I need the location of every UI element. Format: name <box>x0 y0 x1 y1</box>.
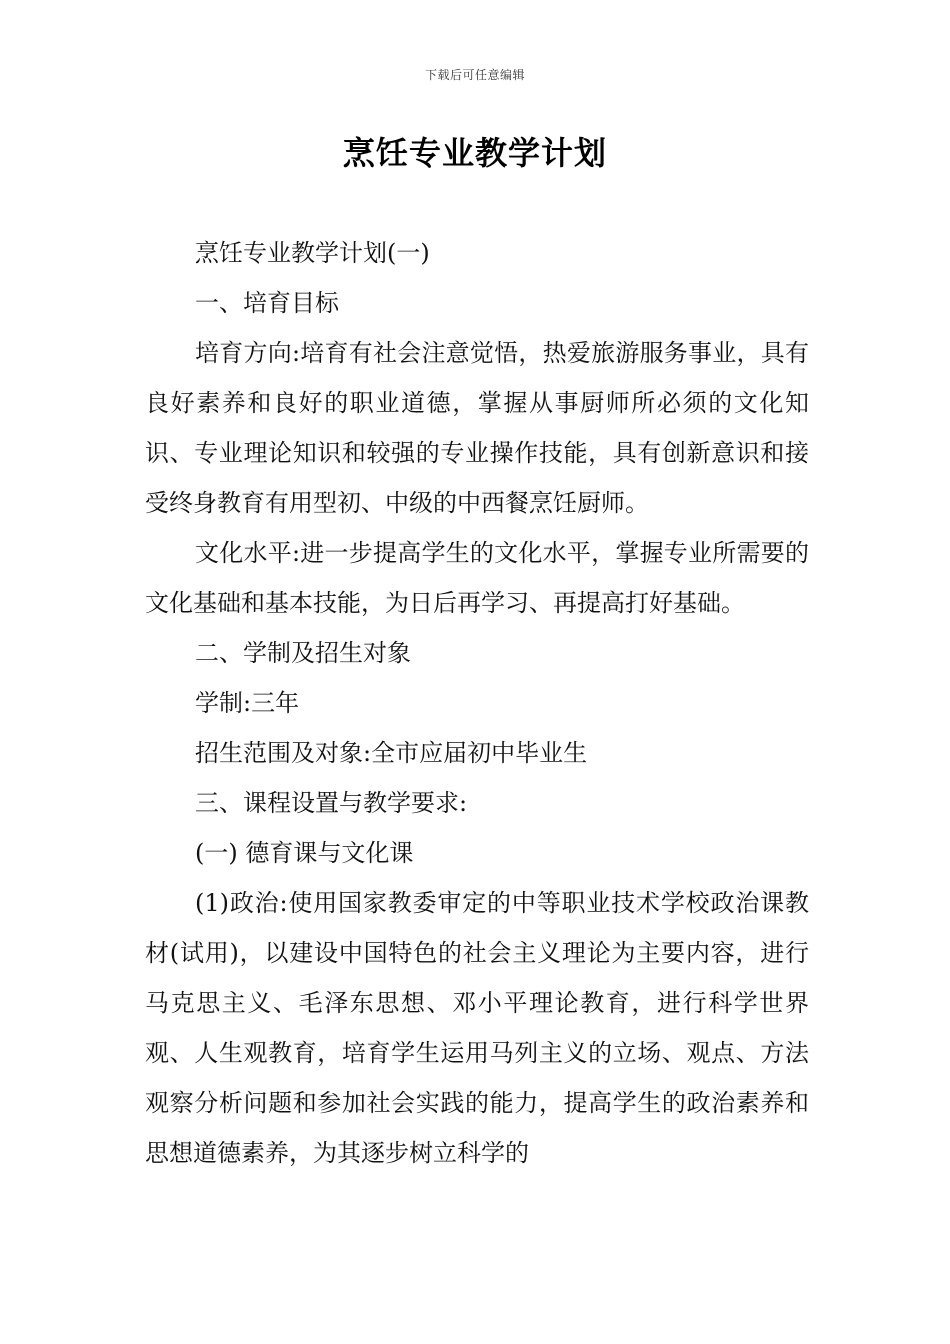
header-note: 下载后可任意编辑 <box>424 68 525 82</box>
paragraph-cultural-level: 文化水平:进一步提高学生的文化水平，掌握专业所需要的文化基础和基本技能，为日后再学习、再提高打好基础。 <box>145 539 809 617</box>
paragraph-subtitle: 烹饪专业教学计划(一) <box>195 239 430 267</box>
document-body <box>145 228 809 1178</box>
document-title: 烹饪专业教学计划 <box>342 134 607 172</box>
section-heading-enrollment: 二、学制及招生对象 <box>195 639 411 667</box>
paragraph-politics: (1)政治:使用国家教委审定的中等职业技术学校政治课教材(试用)，以建设中国特色的社会主义理论为主要内容，进行马克思主义、毛泽东思想、邓小平理论教育，进行科学世界观、人生观教育，培育学生运用马列主义的立场、观点、方法观察分析问题和参加社会实践的能力，提高学生的政治素养和思想道德素养，为其逐步树立科学的 <box>145 889 809 1167</box>
paragraph-training-direction: 培育方向:培育有社会注意觉悟，热爱旅游服务事业，具有良好素养和良好的职业道德，掌握从事厨师所必须的文化知识、专业理论知识和较强的专业操作技能，具有创新意识和接受终身教育有用型初、中级的中西餐烹饪厨师。 <box>145 339 809 517</box>
paragraph-duration: 学制:三年 <box>195 689 300 717</box>
section-heading-curriculum: 三、课程设置与教学要求: <box>195 789 468 817</box>
section-heading-goals: 一、培育目标 <box>195 289 339 317</box>
paragraph-enrollment-scope: 招生范围及对象:全市应届初中毕业生 <box>195 739 588 767</box>
subsection-heading-moral-culture: (一) 德育课与文化课 <box>195 839 414 867</box>
